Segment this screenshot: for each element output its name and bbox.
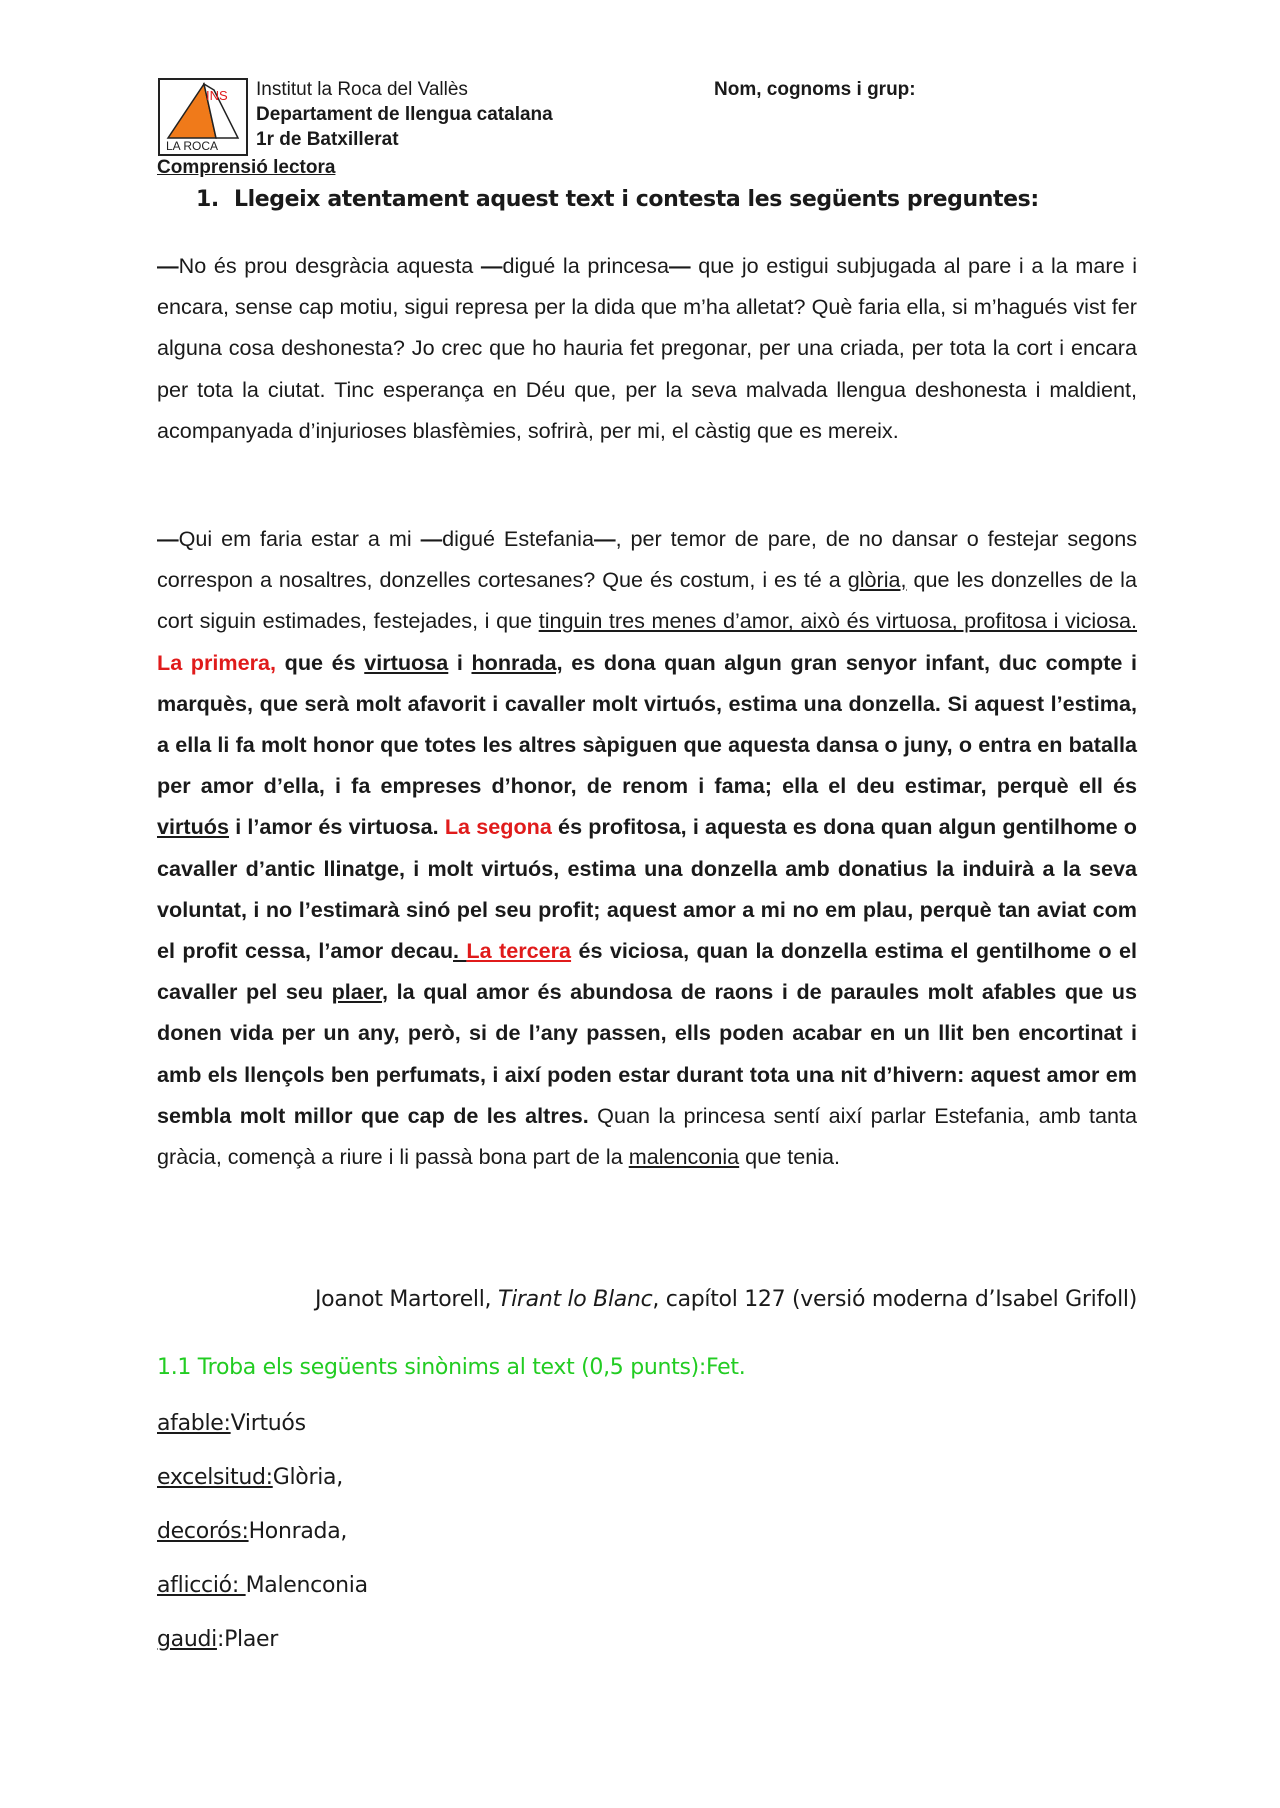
synonym-answer: Malenconia <box>245 1573 368 1598</box>
institute-name: Institut la Roca del Vallès <box>256 79 468 100</box>
synonym-term: excelsitud: <box>157 1465 273 1490</box>
synonym-answer: Virtuós <box>230 1411 306 1436</box>
p2-text-4: que les donzelles de la cort siguin estimades, festejades, i que <box>157 567 1137 634</box>
underlined-period: . <box>453 938 467 964</box>
p2-text-3: , per temor de pare, de no dansar o festejar segons correspon a nosaltres, donzelles cortesanes? Que és costum, i es té a <box>157 526 1137 593</box>
underlined-word-plaer: plaer <box>331 979 383 1005</box>
paragraph-2 <box>157 518 1137 1177</box>
synonym-item <box>157 1625 278 1655</box>
citation <box>315 1285 1137 1315</box>
course-name: 1r de Batxillerat <box>256 129 399 150</box>
dash: — <box>593 526 616 551</box>
student-name-label: Nom, cognoms i grup: <box>714 79 916 100</box>
logo-text-bottom: LA ROCA <box>166 139 219 153</box>
synonym-answer: Glòria, <box>272 1465 343 1490</box>
highlight-first: La primera, <box>157 649 277 675</box>
section-title: Comprensió lectora <box>157 157 336 178</box>
p2-text-6: Quan la princesa sentí així parlar Estefania, amb tanta gràcia, començà a riure i li passà bona part de la <box>157 1102 1137 1170</box>
p2-bold-3: es dona quan algun gran senyor infant, duc compte i marquès, que serà molt afavorit i cavaller molt virtuós, estima una donzella. Si aquest l’estima, a ella li fa molt honor que totes les altres sàpiguen que aquesta dansa o juny, o entra en batalla per amor d’ella, i fa empreses d’honor, de renom i fama; ella el deu estimar, perquè ell és <box>157 649 1138 799</box>
synonym-term: afable: <box>157 1411 231 1436</box>
citation-rest: , capítol 127 (versió moderna d’Isabel Grifoll) <box>652 1287 1137 1312</box>
paragraph-1 <box>157 245 1137 451</box>
underlined-word-gloria: glòria, <box>847 567 907 593</box>
citation-author: Joanot Martorell, <box>314 1287 498 1312</box>
p2-bold-1: que és <box>276 649 365 675</box>
department-name: Departament de llengua catalana <box>256 104 553 125</box>
logo-text-top: INS <box>206 88 228 103</box>
p2-bold-4: i l’amor és virtuosa. <box>229 814 445 840</box>
dash: — <box>480 253 503 278</box>
underlined-word-virtuosa: virtuosa <box>364 649 449 675</box>
p1-text-2: digué la princesa <box>502 253 669 278</box>
citation-work: Tirant lo Blanc <box>497 1287 653 1312</box>
underlined-word-honrada: honrada, <box>471 649 563 675</box>
p2-bold-7: , la qual amor és abundosa de raons i de paraules molt afables que us donen vida per un any, però, si de l’any passen, ells poden acabar en un llit ben encortinat i amb els llençols ben perfumats, i així poden estar durant tota una nit d’hivern: aquest amor em sembla molt millor que cap de les altres. <box>157 979 1137 1128</box>
p2-text-1: Qui em faria estar a mi <box>178 526 421 551</box>
dash: — <box>420 526 443 551</box>
synonym-item <box>157 1517 347 1547</box>
synonym-term: aflicció: <box>157 1573 246 1598</box>
synonym-answer: :Plaer <box>216 1627 279 1652</box>
synonym-item <box>157 1571 368 1601</box>
underlined-word-malenconia: malenconia <box>628 1144 740 1170</box>
p2-bold-2: i <box>448 649 472 675</box>
synonym-term: gaudi <box>157 1627 217 1652</box>
question-title <box>196 186 1039 214</box>
highlight-third: La tercera <box>466 938 572 964</box>
p1-text-3: que jo estigui subjugada al pare i a la mare i encara, sense cap motiu, sigui represa per la dida que m’ha alletat? Què faria ella, si m’hagués vist fer alguna cosa deshonesta? Jo crec que ho hauria fet pregonar, per una criada, per tota la cort i encara per tota la ciutat. Tinc esperança en Déu que, per la seva malvada llengua deshonesta i maldient, acompanyada d’injurioses blasfèmies, sofrirà, per mi, el càstig que es mereix. <box>157 253 1138 443</box>
synonym-answer: Honrada, <box>248 1519 348 1544</box>
exercise-title: 1.1 Troba els següents sinònims al text (0,5 punts):Fet. <box>157 1355 746 1380</box>
question-number: 1. <box>196 187 219 212</box>
p2-text-7: que tenia. <box>739 1144 841 1170</box>
dash: — <box>157 253 179 278</box>
question-text: Llegeix atentament aquest text i contesta les següents preguntes: <box>234 187 1039 212</box>
dash: — <box>157 526 179 551</box>
underlined-word-virtuos: virtuós <box>157 814 229 840</box>
synonym-item <box>157 1409 306 1439</box>
p2-bold-5: és profitosa, i aquesta es dona quan algun gentilhome o cavaller d’antic llinatge, i molt virtuós, estima una donzella amb donatius la induirà a la seva voluntat, i no l’estimarà sinó pel seu profit; aquest amor a mi no em plau, perquè tan aviat com el profit cessa, l’amor decau <box>157 814 1137 964</box>
synonym-term: decorós: <box>157 1519 249 1544</box>
p1-text-1: No és prou desgràcia aquesta <box>178 253 481 278</box>
synonym-item <box>157 1463 343 1493</box>
dash: — <box>668 253 691 278</box>
highlight-second: La segona <box>444 814 552 840</box>
underlined-three-loves: tinguin tres menes d’amor, això és virtuosa, profitosa i viciosa. <box>538 608 1138 634</box>
school-logo <box>158 78 248 156</box>
p2-bold-6: és viciosa, quan la donzella estima el gentilhome o el cavaller pel seu <box>157 938 1138 1005</box>
p2-text-2: digué Estefania <box>442 526 594 551</box>
